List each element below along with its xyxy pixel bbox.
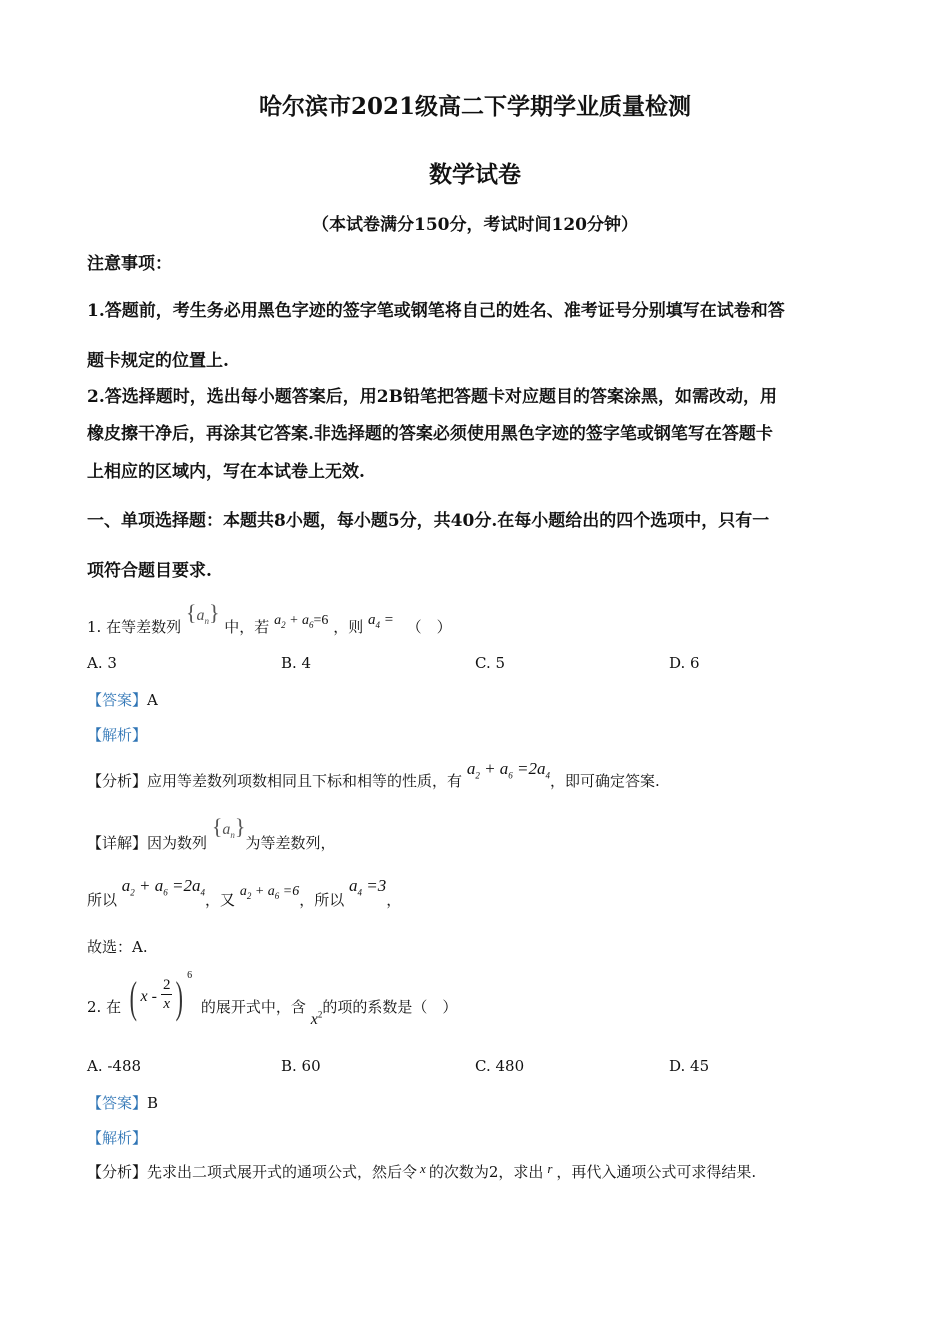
q2-option-d: D. 45: [669, 1057, 710, 1075]
q1-xiangjie-tail: 为等差数列，: [245, 834, 336, 852]
q1-you: ，又: [205, 891, 236, 909]
q1-option-d: D. 6: [669, 654, 700, 672]
q1-fenxi: [87, 758, 660, 792]
q1-condition-value: =6: [313, 613, 329, 628]
notice-heading: 注意事项：: [87, 254, 172, 274]
notice-item2-line1: 2.答选择题时，选出每小题答案后，用2B铅笔把答题卡对应题目的答案涂黑，如需改动，用: [87, 387, 777, 407]
q2-binomial: ( x - $\frac{2}{x}$ ) $^6$: [129, 970, 193, 1022]
q1-suoyi2: ，所以: [299, 891, 345, 909]
q1-fenxi-tag: 【分析】: [87, 772, 148, 790]
q2-fenxi-text1: 先求出二项式展开式的通项公式，然后令: [147, 1163, 418, 1181]
q1-option-b: B. 4: [281, 654, 312, 672]
q1-guxuan: 故选：A.: [87, 938, 148, 956]
exam-title: 哈尔滨市2021级高二下学期学业质量检测: [258, 93, 691, 120]
q1-answer-tag: 【答案】: [87, 691, 148, 709]
q1-mid2: ，则: [333, 618, 364, 636]
q2-fenxi-x: x: [420, 1161, 426, 1176]
exam-subtitle: 数学试卷: [429, 161, 521, 188]
q1-condition: $a_2 + a_6$: [274, 613, 314, 630]
section1-heading-line2: 项符合题目要求.: [87, 561, 212, 581]
q1-target-a4: $a_4$ =: [368, 612, 394, 630]
q2-option-c: C. 480: [475, 1057, 525, 1075]
q1-option-a: A. 3: [87, 654, 117, 672]
q2-answer-value: B: [147, 1094, 159, 1112]
q1-derivation-formula1: $a_2 + a_6 =2a_4$: [121, 876, 206, 898]
q1-xiangjie-tag: 【详解】: [87, 834, 148, 852]
q1-xiangjie: [87, 814, 335, 850]
q1-mid1: 中，若: [224, 618, 270, 636]
q1-tail: （ ）: [406, 618, 452, 636]
q2-tail: 的项的系数是（ ）: [322, 998, 458, 1016]
q2-answer: [87, 1092, 158, 1113]
q1-derivation-result: $a_4 =3$: [349, 876, 387, 898]
q2-mid: 的展开式中，含: [200, 998, 306, 1016]
q2-fenxi: [87, 1161, 756, 1182]
q2-analysis-tag: 【解析】: [87, 1129, 148, 1147]
exam-note: （本试卷满分150分，考试时间120分钟）: [312, 215, 638, 235]
q1-prefix: 1. 在等差数列: [87, 618, 182, 636]
q1-derivation-formula2: $a_2 + a_6 =6$: [239, 884, 300, 901]
q1-option-c: C. 5: [475, 654, 506, 672]
question-2: [87, 972, 457, 1028]
q2-fenxi-text2: 的次数为2，求出: [428, 1163, 544, 1181]
q2-fenxi-text3: ，再代入通项公式可求得结果.: [556, 1163, 757, 1181]
q2-fenxi-r: r: [547, 1161, 553, 1176]
q1-xiangjie-sequence: $\{a_n\}$: [211, 814, 246, 841]
q1-sequence-an: $\{a_n\}$: [185, 600, 220, 627]
q1-fenxi-text: 应用等差数列项数相同且下标和相等的性质，有: [147, 772, 463, 790]
q2-x-squared: $x^2$: [310, 1009, 323, 1028]
notice-item1-line2: 题卡规定的位置上.: [87, 351, 229, 371]
q1-comma: ，: [386, 891, 402, 909]
q2-option-b: B. 60: [281, 1057, 321, 1075]
q1-analysis-tag: 【解析】: [87, 726, 148, 744]
q1-fenxi-tail: ，即可确定答案.: [550, 772, 660, 790]
notice-item2-line3: 上相应的区域内，写在本试卷上无效.: [87, 462, 365, 482]
question-1: [87, 596, 452, 636]
q1-answer-value: A: [147, 691, 158, 709]
q1-xiangjie-text: 因为数列: [147, 834, 208, 852]
q2-answer-tag: 【答案】: [87, 1094, 148, 1112]
q2-prefix: 2. 在: [87, 998, 122, 1016]
q2-fenxi-tag: 【分析】: [87, 1163, 148, 1181]
q2-option-a: A. -488: [87, 1057, 142, 1075]
notice-item2-line2: 橡皮擦干净后，再涂其它答案.非选择题的答案必须使用黑色字迹的签字笔或钢笔写在答题卡: [87, 424, 773, 444]
section1-heading-line1: 一、单项选择题：本题共8小题，每小题5分，共40分.在每小题给出的四个选项中，只有一: [87, 511, 770, 531]
q1-derivation: [87, 873, 401, 909]
q1-suoyi: 所以: [87, 891, 118, 909]
q1-answer: [87, 689, 158, 710]
q1-fenxi-formula: $a_2 + a_6 =2a_4$: [466, 759, 551, 781]
notice-item1-line1: 1.答题前，考生务必用黑色字迹的签字笔或钢笔将自己的姓名、准考证号分别填写在试卷和答: [87, 301, 785, 321]
